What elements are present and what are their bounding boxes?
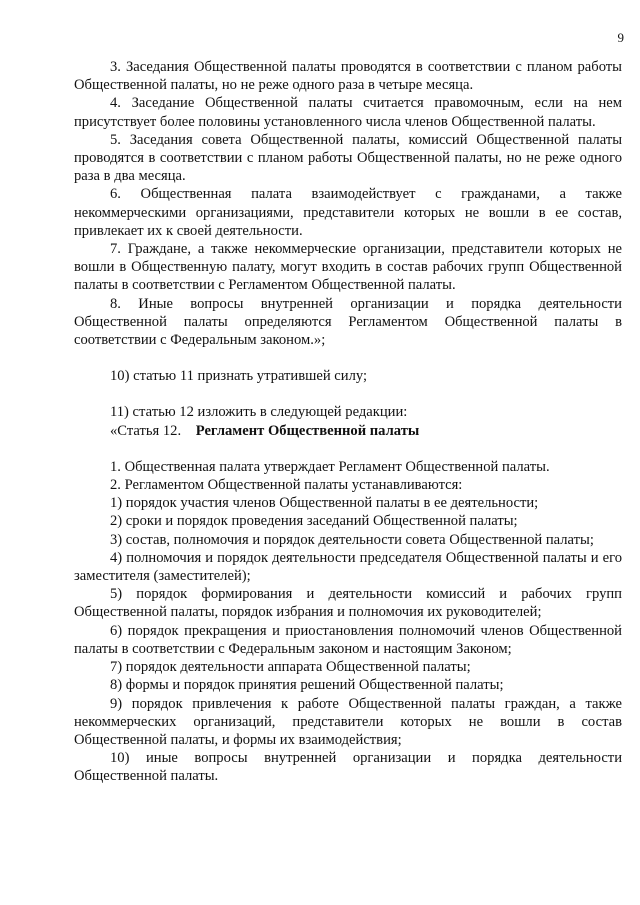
list-item: 6) порядок прекращения и приостановления полномочий членов Общественной палаты в соответствии с Федеральным законом и настоящим Законом; <box>74 622 622 657</box>
paragraph: 5. Заседания совета Общественной палаты, комиссий Общественной палаты проводятся в соответствии с планом работы Общественной палаты, но не реже одного раза в два месяца. <box>74 131 622 185</box>
list-item: 3) состав, полномочия и порядок деятельности совета Общественной палаты; <box>110 531 594 548</box>
paragraph: 6. Общественная палата взаимодействует с гражданами, а также некоммерческими организациями, представители которых не вошли в ее состав, привлекает их к своей деятельности. <box>74 186 622 239</box>
article-title: Регламент Общественной палаты <box>195 422 420 439</box>
list-item: 8) формы и порядок принятия решений Общественной палаты; <box>110 677 504 694</box>
amendment-item-11: 11) статью 12 изложить в следующей редакции: <box>110 404 408 421</box>
paragraph: 4. Заседание Общественной палаты считается правомочным, если на нем присутствует более половины установленного числа членов Общественной палаты. <box>74 95 622 130</box>
list-item: 7) порядок деятельности аппарата Общественной палаты; <box>110 659 471 676</box>
spacer <box>74 385 622 403</box>
article-prefix: «Статья 12. <box>110 422 182 439</box>
paragraph: 7. Граждане, а также некоммерческие организации, представители которых не вошли в Общественную палату, могут входить в состав рабочих групп Общественной палаты в соответствии с Регламентом Общественной палаты. <box>74 241 622 294</box>
spacer <box>74 440 622 458</box>
list-item: 9) порядок привлечения к работе Общественной палаты граждан, а также некоммерческих организаций, представители которых не вошли в состав Общественной палаты, и формы их взаимодействия; <box>74 695 622 748</box>
list-item: 1) порядок участия членов Общественной палаты в ее деятельности; <box>110 495 539 512</box>
list-item: 10) иные вопросы внутренней организации и порядка деятельности Общественной палаты. <box>74 750 622 785</box>
list-item: 2) сроки и порядок проведения заседаний Общественной палаты; <box>110 513 518 530</box>
paragraph: 3. Заседания Общественной палаты проводятся в соответствии с планом работы Общественной палаты, но не реже одного раза в четыре месяца. <box>74 59 622 94</box>
spacer <box>74 349 622 367</box>
list-item: 5) порядок формирования и деятельности комиссий и рабочих групп Общественной палаты, порядок избрания и полномочия их руководителей; <box>74 586 622 621</box>
list-item: 4) полномочия и порядок деятельности председателя Общественной палаты и его заместителя (заместителей); <box>74 549 622 585</box>
paragraph: 2. Регламентом Общественной палаты устанавливаются: <box>110 477 463 494</box>
paragraph: 1. Общественная палата утверждает Регламент Общественной палаты. <box>110 458 550 475</box>
amendment-item-10: 10) статью 11 признать утратившей силу; <box>110 368 368 385</box>
paragraph: 8. Иные вопросы внутренней организации и порядка деятельности Общественной палаты определяются Регламентом Общественной палаты в соответствии с Федеральным законом.»; <box>74 295 622 349</box>
page-number: 9 <box>617 30 624 45</box>
document-body <box>74 58 622 786</box>
article-heading <box>74 422 622 440</box>
